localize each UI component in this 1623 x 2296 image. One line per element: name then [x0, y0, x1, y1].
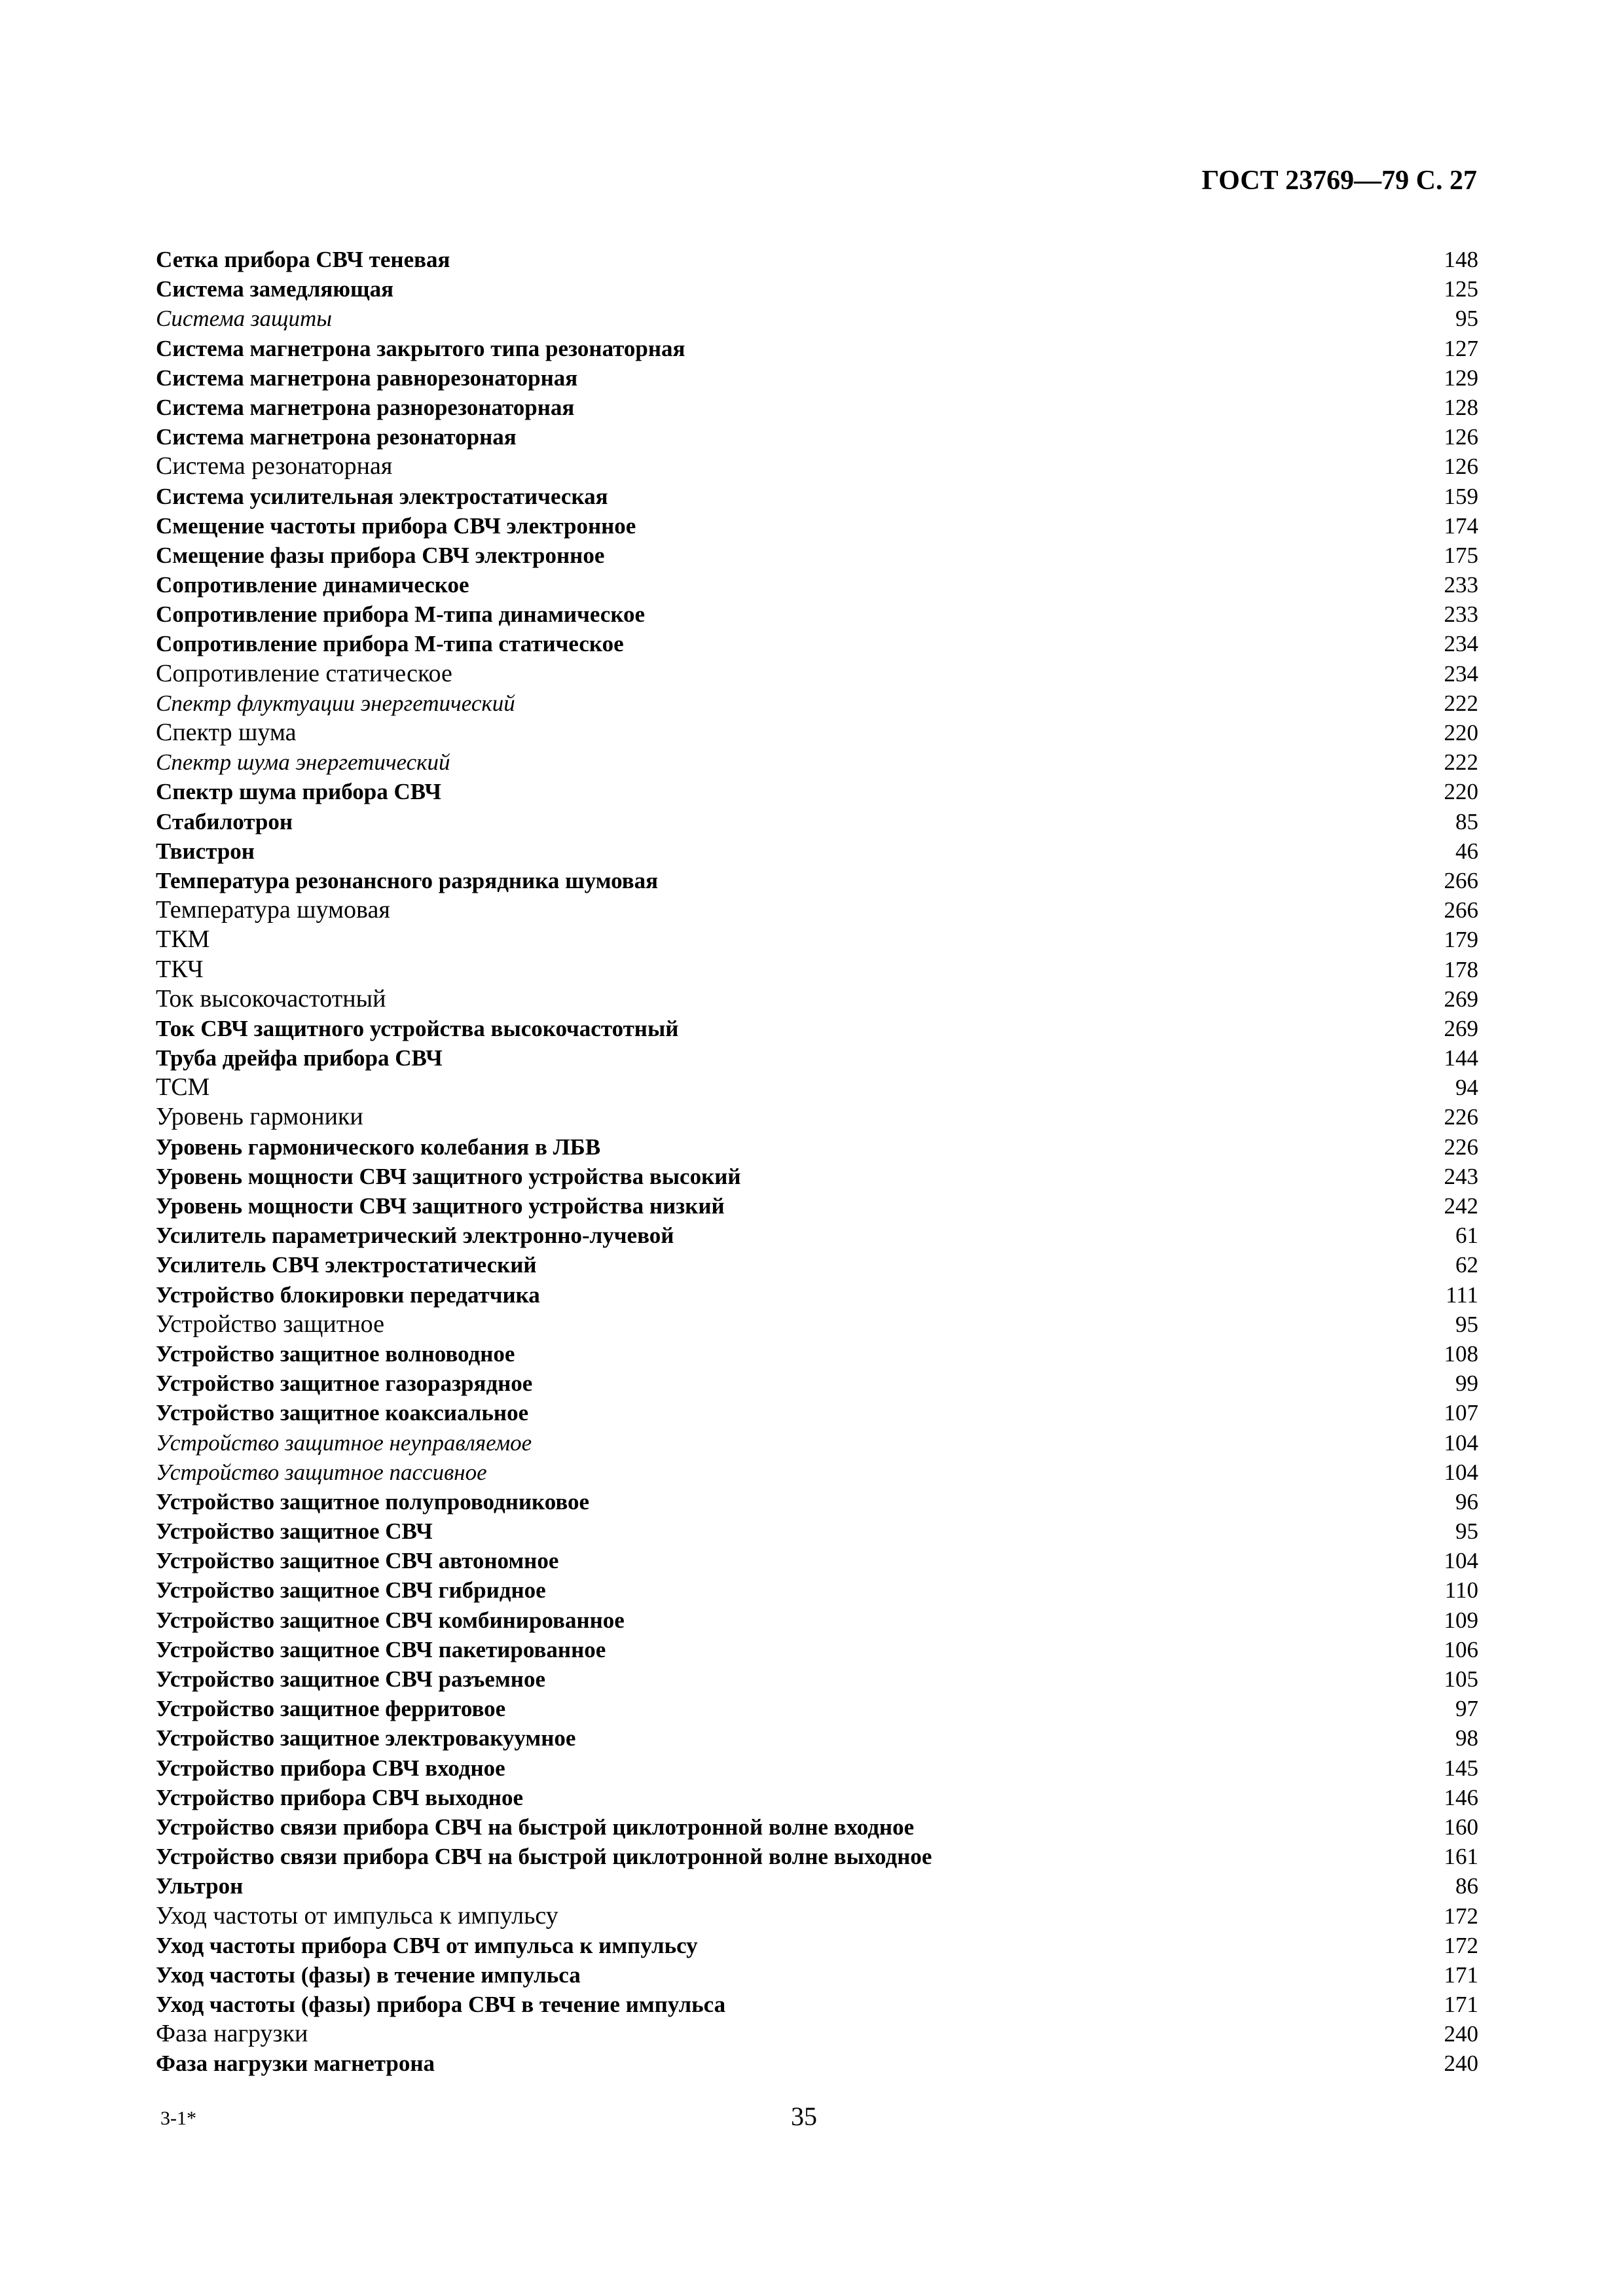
index-entry [156, 1132, 1478, 1162]
index-entry [156, 1102, 1478, 1132]
index-entry-term: Уровень гармонического колебания в ЛБВ [156, 1134, 601, 1160]
index-entry-term: Смещение фазы прибора СВЧ электронное [156, 542, 605, 568]
index-entry-page: 126 [1444, 454, 1478, 480]
index-entry [156, 1605, 1478, 1635]
index-entry [156, 1398, 1478, 1427]
index-entry [156, 1635, 1478, 1664]
index-entry-page: 226 [1444, 1104, 1478, 1130]
index-entry-page: 129 [1444, 365, 1478, 391]
index-entry [156, 1369, 1478, 1398]
index-entry-page: 179 [1444, 927, 1478, 953]
index-entry-term: Спектр шума энергетический [156, 749, 450, 776]
index-entry [156, 984, 1478, 1014]
index-list [156, 245, 1478, 2079]
index-entry [156, 245, 1478, 274]
index-entry-page: 109 [1444, 1607, 1478, 1633]
index-entry-page: 85 [1455, 808, 1478, 834]
index-entry [156, 866, 1478, 895]
index-entry-page: 222 [1444, 690, 1478, 716]
index-entry [156, 1516, 1478, 1546]
index-entry-page: 172 [1444, 1903, 1478, 1929]
index-entry-term: Уровень гармоники [156, 1103, 363, 1131]
index-entry-page: 126 [1444, 424, 1478, 450]
index-entry [156, 1575, 1478, 1605]
index-entry [156, 452, 1478, 481]
index-entry [156, 541, 1478, 570]
index-entry-term: Система усилительная электростатическая [156, 483, 608, 509]
index-entry-page: 128 [1444, 394, 1478, 420]
index-entry [156, 1250, 1478, 1280]
index-entry-page: 226 [1444, 1134, 1478, 1160]
index-entry [156, 1723, 1478, 1753]
index-entry [156, 659, 1478, 689]
index-entry-term: Устройство защитное электровакуумное [156, 1725, 576, 1751]
index-entry-page: 160 [1444, 1814, 1478, 1840]
index-entry-term: Сетка прибора СВЧ теневая [156, 247, 450, 272]
index-entry-term: Устройство защитное СВЧ комбинированное [156, 1607, 625, 1633]
index-entry-page: 98 [1455, 1725, 1478, 1751]
index-entry [156, 1339, 1478, 1369]
index-entry-term: Усилитель параметрический электронно-лучевой [156, 1223, 674, 1249]
index-entry-term: Спектр флуктуации энергетический [156, 690, 515, 716]
index-entry [156, 807, 1478, 836]
index-entry [156, 1694, 1478, 1723]
index-entry [156, 955, 1478, 984]
index-entry-page: 111 [1446, 1282, 1478, 1308]
index-entry [156, 1487, 1478, 1516]
index-entry-page: 220 [1444, 779, 1478, 805]
index-entry-page: 159 [1444, 483, 1478, 509]
index-entry-term: Устройство прибора СВЧ входное [156, 1755, 505, 1781]
index-entry [156, 570, 1478, 600]
index-entry-page: 242 [1444, 1193, 1478, 1219]
index-entry-term: Устройство защитное пассивное [156, 1459, 487, 1485]
index-entry-page: 266 [1444, 867, 1478, 893]
index-entry [156, 422, 1478, 452]
index-entry [156, 895, 1478, 925]
index-entry [156, 1221, 1478, 1250]
index-entry-term: Температура шумовая [156, 896, 390, 924]
index-entry-page: 107 [1444, 1400, 1478, 1426]
index-entry-page: 146 [1444, 1784, 1478, 1810]
index-entry-page: 95 [1455, 1311, 1478, 1337]
index-entry-term: Стабилотрон [156, 808, 293, 834]
index-entry [156, 1783, 1478, 1812]
index-entry-term: Сопротивление динамическое [156, 572, 469, 598]
index-entry-page: 145 [1444, 1755, 1478, 1781]
index-entry [156, 393, 1478, 422]
index-entry [156, 1546, 1478, 1575]
index-entry-term: Устройство защитное СВЧ пакетированное [156, 1636, 606, 1662]
index-entry [156, 1842, 1478, 1871]
index-entry-page: 161 [1444, 1844, 1478, 1870]
index-entry-term: Усилитель СВЧ электростатический [156, 1252, 537, 1278]
index-entry [156, 747, 1478, 777]
index-entry-term: Сопротивление прибора М-типа динамическое [156, 601, 646, 628]
index-entry-term: Устройство связи прибора СВЧ на быстрой циклотронной волне входное [156, 1814, 915, 1840]
index-entry [156, 1280, 1478, 1310]
index-entry-term: Сопротивление прибора М-типа статическое [156, 631, 624, 657]
index-entry-page: 240 [1444, 2021, 1478, 2047]
index-entry-term: Ультрон [156, 1873, 244, 1899]
index-entry-page: 61 [1455, 1223, 1478, 1249]
index-entry [156, 1191, 1478, 1221]
page-header-title: ГОСТ 23769—79 С. 27 [1201, 166, 1477, 196]
index-entry-page: 127 [1444, 335, 1478, 361]
index-entry-page: 171 [1444, 1992, 1478, 2018]
index-entry [156, 1960, 1478, 1990]
index-entry [156, 363, 1478, 393]
index-entry-term: Устройство защитное СВЧ гибридное [156, 1577, 546, 1604]
index-entry [156, 1664, 1478, 1694]
index-entry-term: Смещение частоты прибора СВЧ электронное [156, 512, 636, 539]
index-entry-page: 174 [1444, 512, 1478, 539]
footer-sheet-mark: 3-1* [160, 2108, 196, 2129]
index-entry [156, 925, 1478, 954]
index-entry [156, 2019, 1478, 2049]
index-entry-term: ТКМ [156, 925, 210, 954]
index-entry-page: 108 [1444, 1340, 1478, 1367]
index-entry-term: Устройство защитное неуправляемое [156, 1429, 532, 1456]
index-entry-term: Фаза нагрузки [156, 2020, 308, 2048]
index-entry-term: Уход частоты от импульса к импульсу [156, 1901, 558, 1929]
index-entry-page: 104 [1444, 1548, 1478, 1574]
index-entry [156, 1458, 1478, 1487]
index-entry-page: 104 [1444, 1429, 1478, 1456]
index-entry [156, 777, 1478, 806]
index-entry-term: Устройство защитное полупроводниковое [156, 1488, 590, 1515]
index-entry-term: Температура резонансного разрядника шумовая [156, 867, 659, 893]
index-entry-term: Фаза нагрузки магнетрона [156, 2051, 435, 2077]
index-entry [156, 304, 1478, 333]
index-entry-page: 144 [1444, 1045, 1478, 1071]
index-entry-page: 86 [1455, 1873, 1478, 1899]
index-entry-page: 178 [1444, 956, 1478, 982]
index-entry [156, 482, 1478, 511]
index-entry-page: 105 [1444, 1666, 1478, 1692]
index-entry-term: Спектр шума [156, 719, 297, 746]
index-entry-term: Система резонаторная [156, 452, 393, 480]
index-entry-page: 240 [1444, 2051, 1478, 2077]
index-entry-page: 175 [1444, 542, 1478, 568]
index-entry [156, 600, 1478, 629]
index-entry-term: Уход частоты (фазы) в течение импульса [156, 1962, 581, 1988]
index-entry [156, 274, 1478, 304]
index-entry [156, 1014, 1478, 1043]
index-entry-term: Устройство защитное СВЧ автономное [156, 1548, 559, 1574]
index-entry [156, 1043, 1478, 1073]
index-entry [156, 1310, 1478, 1339]
index-entry-page: 148 [1444, 247, 1478, 272]
index-entry-term: Устройство защитное волноводное [156, 1340, 515, 1367]
index-entry-term: Система защиты [156, 306, 332, 332]
index-entry-term: Система магнетрона закрытого типа резонаторная [156, 335, 685, 361]
index-entry-page: 125 [1444, 276, 1478, 302]
index-entry [156, 511, 1478, 541]
index-entry-term: Устройство защитное СВЧ разъемное [156, 1666, 545, 1692]
index-entry-term: Устройство защитное газоразрядное [156, 1371, 533, 1397]
index-entry-page: 172 [1444, 1932, 1478, 1958]
index-entry-term: Уровень мощности СВЧ защитного устройства низкий [156, 1193, 725, 1219]
index-entry-page: 97 [1455, 1696, 1478, 1722]
index-entry-page: 220 [1444, 720, 1478, 745]
index-entry-page: 62 [1455, 1252, 1478, 1278]
index-entry-page: 106 [1444, 1636, 1478, 1662]
index-entry [156, 718, 1478, 747]
index-entry-term: Система магнетрона резонаторная [156, 424, 517, 450]
index-entry-page: 266 [1444, 897, 1478, 924]
index-entry-term: Спектр шума прибора СВЧ [156, 779, 442, 805]
index-entry-term: Устройство защитное коаксиальное [156, 1400, 529, 1426]
index-entry-term: Твистрон [156, 838, 255, 864]
index-entry-page: 222 [1444, 749, 1478, 776]
index-entry-term: Труба дрейфа прибора СВЧ [156, 1045, 443, 1071]
index-entry-page: 46 [1455, 838, 1478, 864]
index-entry-page: 269 [1444, 986, 1478, 1012]
index-entry [156, 1931, 1478, 1960]
index-entry-term: Система замедляющая [156, 276, 394, 302]
index-entry-page: 233 [1444, 572, 1478, 598]
index-entry-page: 243 [1444, 1163, 1478, 1189]
index-entry [156, 334, 1478, 363]
index-entry-page: 95 [1455, 306, 1478, 332]
index-entry-term: Система магнетрона равнорезонаторная [156, 365, 578, 391]
index-entry-page: 233 [1444, 601, 1478, 628]
index-entry-term: Устройство защитное [156, 1310, 385, 1338]
index-entry [156, 836, 1478, 866]
index-entry-term: Устройство прибора СВЧ выходное [156, 1784, 523, 1810]
index-entry-term: ТКЧ [156, 955, 204, 983]
index-entry-page: 96 [1455, 1488, 1478, 1515]
index-entry [156, 1162, 1478, 1191]
index-entry-term: Сопротивление статическое [156, 659, 452, 687]
index-entry-page: 104 [1444, 1459, 1478, 1485]
index-entry-page: 110 [1444, 1577, 1478, 1604]
index-entry-term: Устройство защитное СВЧ [156, 1518, 433, 1545]
index-entry [156, 689, 1478, 718]
index-entry-term: Уровень мощности СВЧ защитного устройства высокий [156, 1163, 741, 1189]
index-entry-page: 94 [1455, 1075, 1478, 1101]
index-entry-term: Уход частоты прибора СВЧ от импульса к импульсу [156, 1932, 698, 1958]
index-entry-term: Уход частоты (фазы) прибора СВЧ в течение импульса [156, 1992, 726, 2018]
index-entry-term: Устройство блокировки передатчика [156, 1282, 540, 1308]
index-entry-term: Система магнетрона разнорезонаторная [156, 394, 575, 420]
index-entry [156, 1073, 1478, 1102]
index-entry-term: Устройство защитное ферритовое [156, 1696, 506, 1722]
index-entry [156, 1812, 1478, 1842]
index-entry-term: ТСМ [156, 1073, 210, 1102]
index-entry [156, 629, 1478, 658]
index-entry-page: 269 [1444, 1015, 1478, 1041]
index-entry [156, 1990, 1478, 2019]
index-entry-page: 99 [1455, 1371, 1478, 1397]
index-entry [156, 1871, 1478, 1901]
index-entry [156, 2049, 1478, 2078]
index-entry [156, 1753, 1478, 1783]
index-entry-term: Ток СВЧ защитного устройства высокочастотный [156, 1015, 679, 1041]
index-entry [156, 1901, 1478, 1931]
index-entry [156, 1428, 1478, 1458]
index-entry-term: Ток высокочастотный [156, 984, 386, 1013]
index-entry-page: 171 [1444, 1962, 1478, 1988]
footer-page-number: 35 [791, 2102, 817, 2131]
index-entry-page: 95 [1455, 1518, 1478, 1545]
index-entry-page: 234 [1444, 631, 1478, 657]
index-entry-page: 234 [1444, 660, 1478, 687]
index-entry-term: Устройство связи прибора СВЧ на быстрой циклотронной волне выходное [156, 1844, 932, 1870]
